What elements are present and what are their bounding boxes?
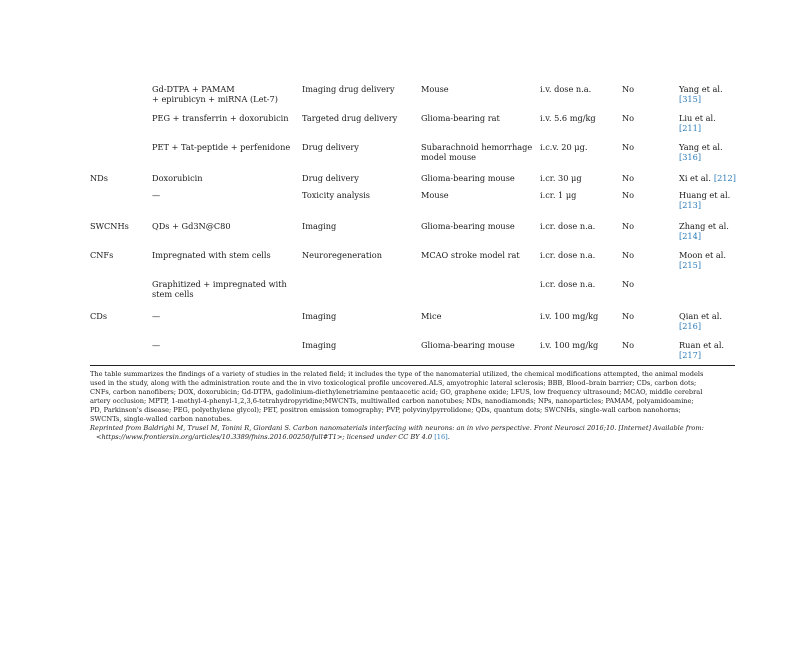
table-notes [90,370,740,442]
bbb-cell: No [622,173,635,183]
reference-author: Zhang et al. [679,221,729,231]
application-cell: Imaging [302,221,337,231]
modification-cell-line: PET + Tat-peptide + perfenidone [152,142,291,152]
reference-author: Moon et al. [679,250,726,260]
bbb-cell: No [622,250,635,260]
dose-cell: i.v. dose n.a. [540,84,592,94]
animal-model-cell-line: Mouse [421,190,449,200]
bbb-cell: No [622,279,635,289]
nanomaterial-cell: SWCNHs [90,221,129,231]
dose-cell: i.cr. 30 μg [540,173,582,183]
bbb-cell: No [622,190,635,200]
reference-cell [679,311,722,331]
reference-link[interactable]: [215] [679,260,702,270]
nanomaterial-cell: NDs [90,173,108,183]
modification-cell-line: Graphitized + impregnated with [152,279,287,289]
credit-end: . [447,433,450,441]
animal-model-cell-line: Glioma-bearing mouse [421,340,515,350]
summary-line: CNFs, carbon nanofibers; DOX, doxorubicin; Gd-DTPA, gadolinium-diethylenetriamine pentaacetic acid; GO, graphene oxide; LFUS, low frequency ultrasound; MCAO, middle cerebral [90,388,703,396]
animal-model-cell-line: Glioma-bearing mouse [421,221,515,231]
nanomaterial-cell: CNFs [90,250,114,260]
animal-model-cell [421,142,532,162]
reference-cell [679,173,736,183]
bbb-cell: No [622,84,635,94]
modification-cell [152,340,160,350]
dose-cell: i.v. 100 mg/kg [540,340,599,350]
modification-cell-line: stem cells [152,289,194,299]
dose-cell: i.v. 100 mg/kg [540,311,599,321]
table-bottom-rule [90,365,735,366]
modification-cell-line: Impregnated with stem cells [152,250,271,260]
modification-cell [152,142,290,152]
animal-model-cell-line: Glioma-bearing mouse [421,173,515,183]
application-cell: Toxicity analysis [302,190,371,200]
nanomaterial-cell: CDs [90,311,108,321]
modification-cell-line: Gd-DTPA + PAMAM [152,84,235,94]
credit-ref-link[interactable]: [16] [434,433,448,441]
application-cell: Imaging [302,311,337,321]
modification-cell [152,173,203,183]
reference-link[interactable]: [214] [679,231,702,241]
summary-line: SWCNTs, single-walled carbon nanotubes. [90,415,233,423]
modification-cell [152,221,231,231]
animal-model-cell-line: Mice [421,311,442,321]
reference-link[interactable]: [217] [679,350,702,360]
reference-author: Yang et al. [679,142,723,152]
dose-cell: i.cr. dose n.a. [540,279,596,289]
animal-model-cell-line: model mouse [421,152,477,162]
reference-link[interactable]: [316] [679,152,702,162]
animal-model-cell [421,173,515,183]
summary-line: used in the study, along with the administration route and the in vivo toxicological profile uncovered.ALS, amyotrophic lateral sclerosis; BBB, Blood–brain barrier; CDs, carbon dots; [90,379,697,387]
animal-model-cell [421,113,500,123]
reference-author: Xi et al. [679,173,711,183]
reference-cell [679,250,726,270]
animal-model-cell-line: MCAO stroke model rat [421,250,520,260]
modification-cell-line: Doxorubicin [152,173,203,183]
credit-url[interactable]: <https://www.frontiersin.org/articles/10.3389/fnins.2016.00250/full#T1>; licensed under CC BY 4.0 [96,433,433,441]
modification-cell [152,113,289,123]
table-summary [90,370,740,424]
reference-link[interactable]: [212] [713,173,736,183]
dose-cell: i.v. 5.6 mg/kg [540,113,596,123]
bbb-cell: No [622,142,635,152]
animal-model-cell [421,221,515,231]
application-cell: Neuroregeneration [302,250,382,260]
modification-cell [152,84,278,104]
reference-author: Huang et al. [679,190,731,200]
modification-cell [152,279,287,299]
reference-author: Liu et al. [679,113,716,123]
reference-link[interactable]: [211] [679,123,702,133]
modification-cell [152,190,160,200]
dose-cell: i.c.v. 20 μg. [540,142,588,152]
credit-line-2 [90,433,740,442]
modification-cell-line: PEG + transferrin + doxorubicin [152,113,289,123]
modification-cell-line: + epirubicyn + miRNA (Let-7) [152,94,278,104]
summary-line: The table summarizes the findings of a variety of studies in the related field; it includes the type of the nanomaterial utilized, the chemical modifications attempted, the animal models [90,370,704,378]
reference-author: Yang et al. [679,84,723,94]
reference-author: Ruan et al. [679,340,725,350]
modification-cell-line: QDs + Gd3N@C80 [152,221,231,231]
modification-cell-line: — [152,190,161,200]
modification-cell [152,250,271,260]
animal-model-cell-line: Glioma-bearing rat [421,113,500,123]
application-cell: Imaging drug delivery [302,84,395,94]
modification-cell [152,311,160,321]
modification-cell-line: — [152,311,161,321]
reference-cell [679,340,724,360]
reference-cell [679,113,716,133]
reference-link[interactable]: [213] [679,200,702,210]
animal-model-cell [421,84,449,94]
bbb-cell: No [622,340,635,350]
reference-link[interactable]: [216] [679,321,702,331]
modification-cell-line: — [152,340,161,350]
summary-line: artery occlusion; MPTP, 1-methyl-4-phenyl-1,2,3,6-tetrahydropyridine;MWCNTs, multiwalled carbon nanotubes; NDs, nanodiamonds; NPs, nanoparticles; PAMAM, polyamidoamine; [90,397,694,405]
application-cell: Drug delivery [302,173,359,183]
reference-cell [679,190,730,210]
application-cell: Imaging [302,340,337,350]
animal-model-cell-line: Mouse [421,84,449,94]
animal-model-cell [421,190,449,200]
dose-cell: i.cr. 1 μg [540,190,577,200]
summary-line: PD, Parkinson's disease; PEG, polyethylene glycol); PET, positron emission tomography; PVP, polyvinylpyrrolidone; QDs, quantum dots; SWCNHs, single-wall carbon nanohorns; [90,406,681,414]
animal-model-cell [421,250,520,260]
bbb-cell: No [622,221,635,231]
reference-cell [679,221,729,241]
animal-model-cell [421,311,441,321]
animal-model-cell-line: Subarachnoid hemorrhage [421,142,533,152]
reference-link[interactable]: [315] [679,94,702,104]
reference-cell [679,84,723,104]
reprint-credit [90,424,740,442]
bbb-cell: No [622,113,635,123]
application-cell: Targeted drug delivery [302,113,398,123]
dose-cell: i.cr. dose n.a. [540,250,596,260]
application-cell: Drug delivery [302,142,359,152]
animal-model-cell [421,340,515,350]
reference-cell [679,142,723,162]
dose-cell: i.cr. dose n.a. [540,221,596,231]
bbb-cell: No [622,311,635,321]
credit-line-1: Reprinted from Baldrighi M, Trusel M, Tonini R, Giordani S. Carbon nanomaterials interfacing with neurons: an in vivo perspective. Front Neurosci 2016;10. [Internet] Available from: [90,424,704,432]
reference-author: Qian et al. [679,311,722,321]
